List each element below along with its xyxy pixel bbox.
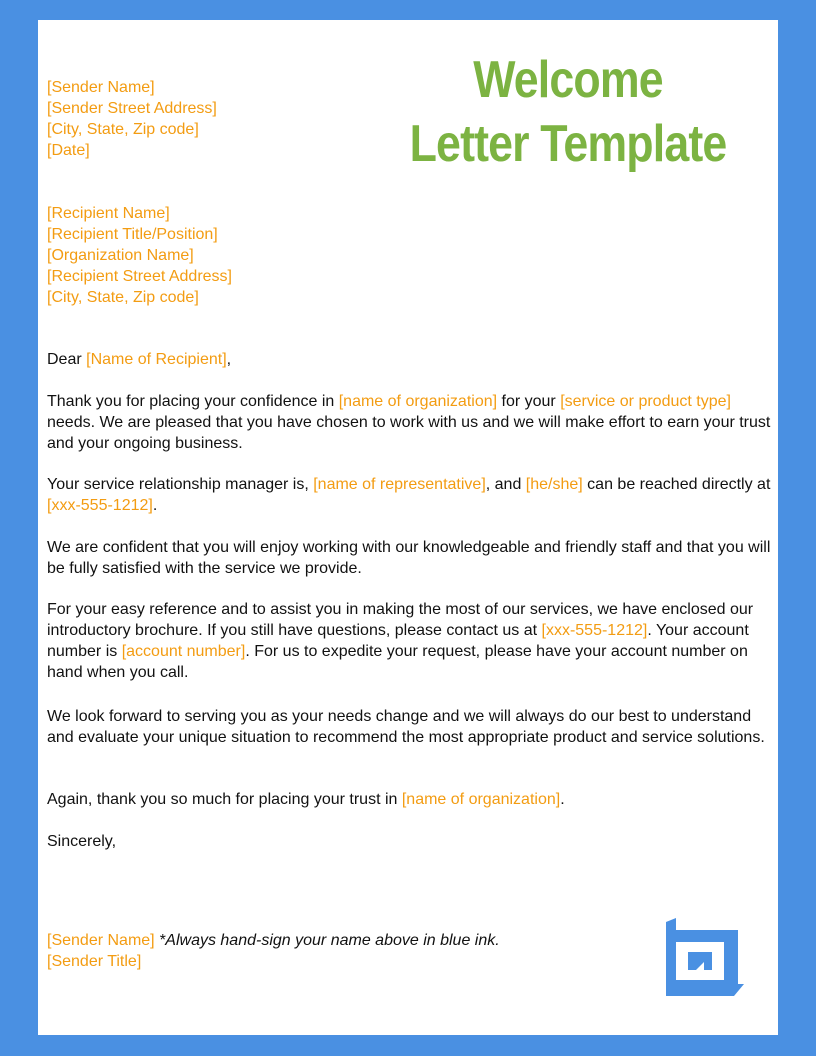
sender-address-block [47, 77, 217, 161]
greeting-text: Dear [47, 351, 87, 368]
phone-placeholder: [xxx-555-1212] [47, 497, 153, 514]
p6-text-b: . [560, 791, 565, 808]
p4-text-a: For your easy reference and to assist you in making the most of our services, we have enclosed our introductory brochure. If you still have questions, please contact us at [47, 601, 754, 639]
paragraph-5: We look forward to serving you as your needs change and we will always do our best to understand and evaluate your unique situation to recommend the most appropriate product and service solutions. [47, 708, 765, 746]
recipient-address-block [47, 203, 232, 308]
sender-street: [Sender Street Address] [47, 100, 217, 117]
paragraph-6 [47, 789, 772, 810]
sender-name: [Sender Name] [47, 79, 155, 96]
greeting-comma: , [226, 351, 232, 368]
brand-logo-icon [662, 918, 744, 1000]
page-title [405, 48, 732, 176]
signature-block [47, 930, 500, 972]
paragraph-1 [47, 391, 772, 454]
p1-text-b: for your [497, 393, 561, 410]
p1-text-c: needs. We are pleased that you have chosen to work with us and we will make effort to earn your trust and your ongoing business. [47, 414, 771, 452]
sender-city: [City, State, Zip code] [47, 121, 199, 138]
recipient-city: [City, State, Zip code] [47, 289, 199, 306]
p4-text-c: . For us to expedite your request, please have your account number on hand when you call. [47, 643, 748, 681]
pronoun-placeholder: [he/she] [525, 476, 583, 493]
letter-page [38, 20, 778, 1035]
recipient-organization: [Organization Name] [47, 247, 194, 264]
paragraph-4 [47, 599, 772, 683]
p1-text-a: Thank you for placing your confidence in [47, 393, 339, 410]
greeting [47, 349, 772, 370]
p2-text-c: can be reached directly at [582, 476, 771, 493]
recipient-street: [Recipient Street Address] [47, 268, 232, 285]
p2-text-b: , and [485, 476, 526, 493]
p2-text-a: Your service relationship manager is, [47, 476, 314, 493]
recipient-title: [Recipient Title/Position] [47, 226, 218, 243]
paragraph-3: We are confident that you will enjoy working with our knowledgeable and friendly staff and that you will be fully satisfied with the service we provide. [47, 539, 771, 577]
p6-text-a: Again, thank you so much for placing your trust in [47, 791, 402, 808]
p4-text-b: . Your account number is [47, 622, 749, 660]
title-line-1: Welcome [473, 51, 663, 109]
service-type-placeholder: [service or product type] [560, 393, 731, 410]
account-number-placeholder: [account number] [121, 643, 246, 660]
signature-sender-name: [Sender Name] [47, 932, 155, 949]
organization-placeholder: [name of organization] [338, 393, 498, 410]
sender-date: [Date] [47, 142, 90, 159]
recipient-name-placeholder: [Name of Recipient] [86, 351, 227, 368]
signature-sender-title: [Sender Title] [47, 953, 142, 970]
closing: Sincerely, [47, 833, 117, 850]
title-line-2: Letter Template [409, 115, 727, 173]
paragraph-2 [47, 474, 772, 516]
p2-text-d: . [152, 497, 158, 514]
recipient-name: [Recipient Name] [47, 205, 170, 222]
signature-note: *Always hand-sign your name above in blue ink. [154, 932, 500, 949]
phone-placeholder: [xxx-555-1212] [541, 622, 648, 639]
organization-placeholder: [name of organization] [401, 791, 561, 808]
representative-placeholder: [name of representative] [313, 476, 486, 493]
